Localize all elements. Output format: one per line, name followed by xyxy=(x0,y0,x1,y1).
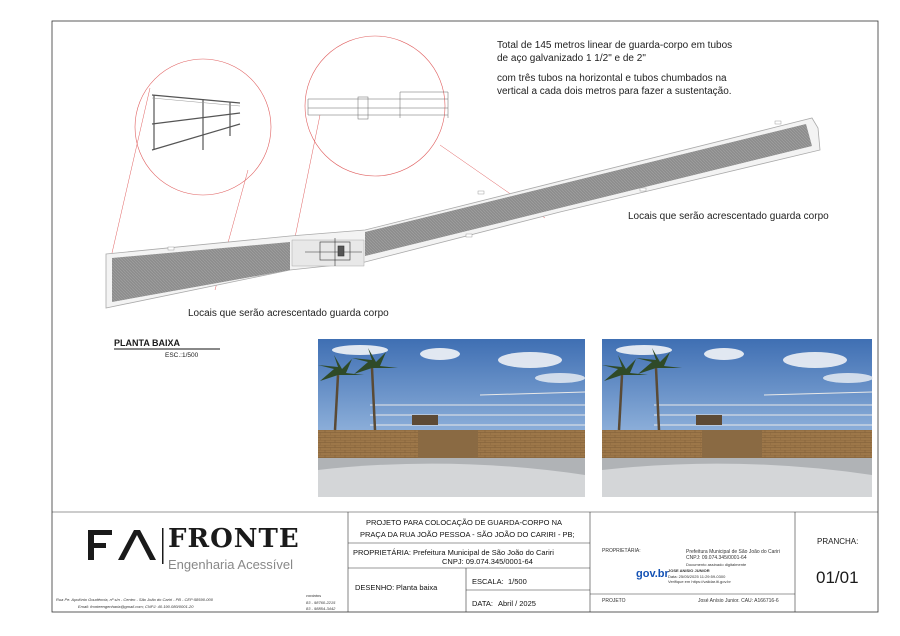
owner-label: PROPRIETÁRIA: xyxy=(353,548,411,557)
render-view-2 xyxy=(602,339,873,497)
sig-date: Data: 25/05/2025 11:29:59-0300 xyxy=(668,574,726,579)
date-value: Abril / 2025 xyxy=(498,599,536,608)
drawing-label: DESENHO: xyxy=(355,583,395,592)
drawing-value: Planta baixa xyxy=(396,583,438,592)
sig-owner-label: PROPRIETÁRIA: xyxy=(602,548,641,554)
sig-verify: Verifique em https://validar.iti.gov.br xyxy=(668,579,731,584)
logo-subtitle: Engenharia Acessível xyxy=(168,557,294,572)
locais-label-right: Locais que serão acrescentado guarda corpo xyxy=(628,211,829,222)
owner-cnpj: CNPJ: 09.074.345/0001-64 xyxy=(442,557,533,566)
prancha-number: 01/01 xyxy=(816,568,859,587)
project-title-line-1: PROJETO PARA COLOCAÇÃO DE GUARDA-CORPO NA xyxy=(366,518,563,527)
project-author: José Anísio Junior. CAU: A166716-6 xyxy=(698,598,779,604)
locais-label-left: Locais que serão acrescentado guarda corpo xyxy=(188,308,389,319)
note-line-2: de aço galvanizado 1 1/2" e de 2" xyxy=(497,53,646,64)
contacts-label: contatos xyxy=(306,593,322,598)
plan-scale: ESC.:1/500 xyxy=(165,352,199,359)
project-title-line-2: PRAÇA DA RUA JOÃO PESSOA - SÃO JOÃO DO CARIRI - PB; xyxy=(360,530,575,539)
note-line-4: vertical a cada dois metros para fazer a sustentação. xyxy=(497,86,732,97)
scale-value: 1/500 xyxy=(508,577,527,586)
sig-name: JOSE ANISIO JUNIOR xyxy=(668,568,710,573)
detail-guardrail-perspective xyxy=(152,95,240,150)
project-label: PROJETO xyxy=(602,598,626,604)
company-email-cnpj: Email: fronteengenharia@gmail.com; CNPJ: 40.190.080/0001-20 xyxy=(78,604,194,609)
contact-phone-1: 83 - 98760-2215 xyxy=(306,600,336,605)
render-view-1 xyxy=(318,339,585,497)
plan-title: PLANTA BAIXA xyxy=(114,338,180,348)
sig-owner-name: Prefeitura Municipal de São João do Cariri xyxy=(686,549,780,555)
contact-phone-2: 83 - 98854-3442 xyxy=(306,606,336,611)
gov-br-logo: gov.br xyxy=(636,568,669,580)
prancha-label: PRANCHA: xyxy=(817,537,859,546)
detail-guardrail-elevation xyxy=(308,92,448,119)
date-label: DATA: xyxy=(472,599,493,608)
note-line-1: Total de 145 metros linear de guarda-corpo em tubos xyxy=(497,40,733,51)
sig-owner-cnpj: CNPJ: 09.074.345/0001-64 xyxy=(686,555,747,561)
fronte-logo-icon xyxy=(88,528,164,564)
scale-label: ESCALA: xyxy=(472,577,504,586)
note-line-3: com três tubos na horizontal e tubos chumbados na xyxy=(497,73,727,84)
owner-name: Prefeitura Municipal de São João do Cariri xyxy=(413,548,554,557)
company-address: Rua Pe. Apolônio Goudência, nº s/n - Centro - São João do Cariri - PB - CEP:58590-000 xyxy=(56,597,213,602)
sig-doc-note: Documento assinado digitalmente xyxy=(686,562,747,567)
logo-name: FRONTE xyxy=(168,524,300,554)
